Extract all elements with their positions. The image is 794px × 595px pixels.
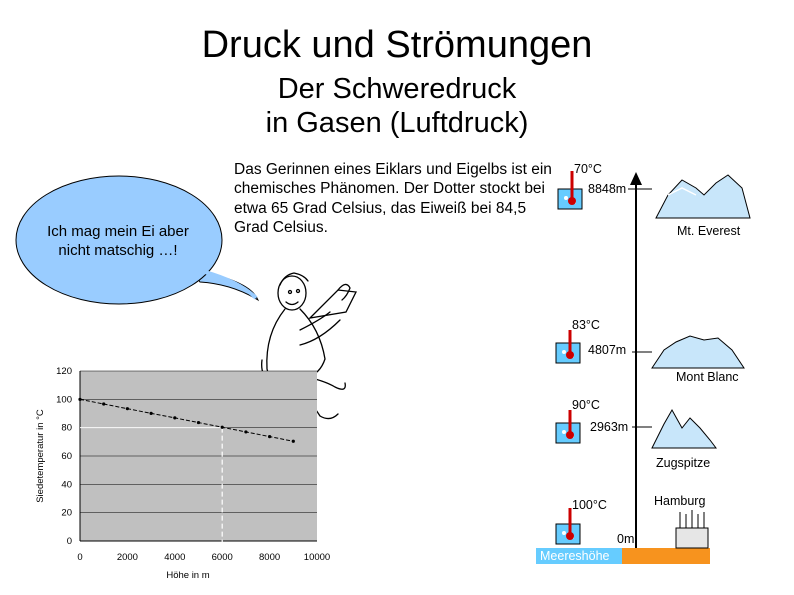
hamburg-height: 0m bbox=[617, 532, 635, 546]
zugspitze-temp: 90°C bbox=[572, 398, 600, 412]
chart-y-tick-label: 80 bbox=[61, 422, 72, 434]
subtitle-line-2: in Gasen (Luftdruck) bbox=[265, 107, 529, 139]
everest-name: Mt. Everest bbox=[677, 224, 741, 238]
zugspitze-name: Zugspitze bbox=[656, 456, 711, 470]
chart-x-tick-label: 4000 bbox=[164, 552, 186, 563]
chart-y-tick-label: 100 bbox=[56, 394, 72, 406]
mont-blanc-height: 4807m bbox=[588, 343, 627, 357]
chart-x-tick-label: 8000 bbox=[259, 552, 281, 563]
subtitle-line-1: Der Schweredruck bbox=[277, 73, 517, 105]
chart-x-tick-label: 6000 bbox=[211, 552, 233, 563]
mont-blanc-mountain bbox=[652, 336, 744, 368]
zugspitze-mountain bbox=[652, 410, 716, 448]
chart-y-tick-label: 0 bbox=[66, 536, 72, 547]
pot-icon-zugspitze bbox=[556, 410, 580, 443]
hamburg-town-icon bbox=[676, 510, 708, 548]
zugspitze-height: 2963m bbox=[590, 420, 629, 434]
sea-level-label: Meereshöhe bbox=[540, 549, 610, 563]
everest-height: 8848m bbox=[588, 182, 627, 196]
height-axis-arrow bbox=[630, 172, 642, 185]
pot-icon-hamburg bbox=[556, 508, 580, 544]
everest-mountain bbox=[656, 175, 750, 218]
chart-x-label: Höhe in m bbox=[166, 570, 210, 581]
everest-temp: 70°C bbox=[574, 162, 602, 176]
chart-x-tick-label: 2000 bbox=[116, 552, 138, 563]
chart-y-tick-label: 60 bbox=[61, 451, 72, 462]
chart-x-tick-label: 10000 bbox=[303, 552, 331, 563]
chart-y-label: Siedetemperatur in °C bbox=[35, 409, 46, 503]
slide-title: Druck und Strömungen bbox=[201, 24, 593, 66]
mont-blanc-name: Mont Blanc bbox=[676, 370, 739, 384]
chart-x-tick-label: 0 bbox=[77, 552, 83, 563]
pot-icon-everest bbox=[558, 171, 582, 209]
chart-y-tick-label: 120 bbox=[56, 366, 72, 377]
speech-bubble-text: Ich mag mein Ei aber nicht matschig …! bbox=[47, 223, 189, 259]
mont-blanc-temp: 83°C bbox=[572, 318, 600, 332]
chart-y-tick-label: 20 bbox=[61, 507, 72, 519]
info-paragraph: Das Gerinnen eines Eiklars und Eigelbs ist ein chemisches Phänomen. Der Dotter stockt bei etwa 65 Grad Celsius, das Eiweiß bei 84,5 Grad Celsius. bbox=[234, 161, 552, 237]
chart-y-tick-label: 40 bbox=[61, 479, 72, 491]
land-bar bbox=[622, 548, 710, 564]
hamburg-temp: 100°C bbox=[572, 498, 607, 512]
hamburg-name: Hamburg bbox=[654, 494, 706, 508]
pot-icon-mont-blanc bbox=[556, 330, 580, 363]
